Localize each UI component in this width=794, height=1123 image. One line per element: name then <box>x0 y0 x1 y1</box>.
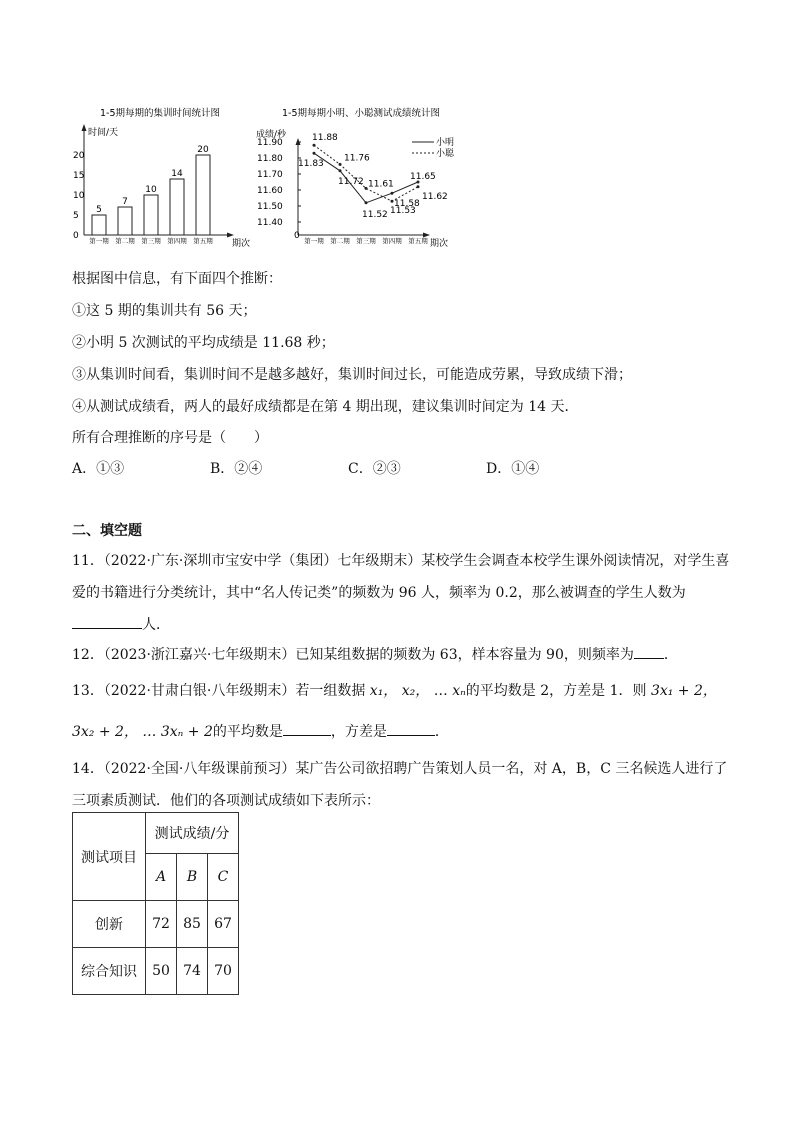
q14-line1: 14．（2022·全国·八年级课前预习）某广告公司欲招聘广告策划人员一名，对 A，B，C 三名候选人进行了 <box>72 761 728 777</box>
bar <box>118 207 132 235</box>
q11-line3 <box>72 614 170 634</box>
col-c: C <box>208 854 239 901</box>
y-tick-label: 15 <box>73 171 85 181</box>
data-point <box>339 163 342 166</box>
header-score: 测试成绩/分 <box>146 813 239 854</box>
q12-text: 12．（2023·浙江嘉兴·七年级期末）已知某组数据的频数为 63，样本容量为 90，则频率为 <box>72 647 634 663</box>
y-tick-label: 0 <box>73 231 79 241</box>
data-point <box>391 192 394 195</box>
line-chart <box>256 107 455 249</box>
y-tick-label: 11.40 <box>257 218 283 228</box>
option-b[interactable]: B．②④ <box>210 461 263 477</box>
table-row <box>73 813 239 854</box>
q13-line1 <box>72 680 717 700</box>
data-point <box>313 152 316 155</box>
line-chart-legend <box>412 136 455 159</box>
data-label: 11.65 <box>410 172 436 182</box>
q12-end: ． <box>663 647 678 663</box>
bar-value-label: 5 <box>96 205 102 215</box>
x-tick-label: 第四期 <box>382 237 402 245</box>
data-label: 11.76 <box>344 153 370 164</box>
q13-text-b: 的平均数是 2，方差是 1．则 <box>465 683 647 699</box>
table-row <box>73 948 239 995</box>
data-point <box>339 169 342 172</box>
q13-variance-blank[interactable] <box>387 721 435 736</box>
option-c[interactable]: C．②③ <box>348 461 401 477</box>
x-tick-label: 第五期 <box>408 237 428 245</box>
data-label: 11.72 <box>338 176 364 187</box>
q13-text-d: ，方差是 <box>330 724 387 740</box>
q11-answer-blank[interactable] <box>72 614 142 629</box>
data-label: 11.52 <box>362 209 388 220</box>
x-tick-label: 第三期 <box>141 237 161 245</box>
q13-x2: x₂， <box>401 683 430 699</box>
data-point <box>417 185 420 188</box>
data-label: 11.62 <box>422 191 448 202</box>
table-cell: 74 <box>177 948 208 995</box>
q13-xn: xₙ <box>452 683 466 699</box>
bar-chart-xlabel: 期次 <box>232 239 251 249</box>
y-tick-label: 5 <box>73 211 79 221</box>
q11-line1: 11．（2022·广东·深圳市宝安中学（集团）七年级期末）某校学生会调查本校学生课外阅读情况，对学生喜 <box>72 553 730 569</box>
y-tick-label: 10 <box>73 191 85 201</box>
line-chart-title: 1-5期每期小明、小聪测试成绩统计图 <box>282 108 441 119</box>
q13-dots: … <box>433 683 448 699</box>
section-title: 二、填空题 <box>72 523 142 539</box>
statement-1: ①这 5 期的集训共有 56 天； <box>72 303 257 319</box>
bar <box>144 195 158 235</box>
data-label: 11.58 <box>394 199 420 210</box>
q13-text-c: 的平均数是 <box>212 724 283 740</box>
bar-chart-title: 1-5期每期的集训时间统计图 <box>100 108 221 119</box>
header-item: 测试项目 <box>73 813 146 901</box>
option-d[interactable]: D．①④ <box>486 461 540 477</box>
table-cell: 70 <box>208 948 239 995</box>
q14-line2: 三项素质测试．他们的各项测试成绩如下表所示： <box>72 793 380 809</box>
question-text: 所有合理推断的序号是（ ） <box>72 430 268 446</box>
bar <box>92 215 106 235</box>
bar-chart <box>73 107 250 249</box>
q13-expr1: 3x₁ + 2， <box>650 683 717 699</box>
y-tick-label: 20 <box>73 151 85 161</box>
data-label: 11.53 <box>390 206 416 217</box>
line-chart-origin: 0 <box>294 231 300 241</box>
x-tick-label: 第二期 <box>115 237 135 245</box>
table-cell: 67 <box>208 901 239 948</box>
q13-expr2: 3x₂ + 2， <box>72 724 138 740</box>
table-row <box>73 901 239 948</box>
q13-x1: x₁， <box>369 683 398 699</box>
statement-3: ③从集训时间看，集训时间不是越多越好，集训时间过长，可能造成劳累，导致成绩下滑； <box>72 367 632 383</box>
bar-value-label: 14 <box>171 169 183 179</box>
data-label: 11.88 <box>312 133 338 144</box>
col-a: A <box>146 854 177 901</box>
scores-table <box>72 812 239 995</box>
x-tick-label: 第三期 <box>356 237 376 245</box>
x-tick-label: 第四期 <box>167 237 187 245</box>
line-chart-xlabel: 期次 <box>430 239 449 249</box>
q13-line2 <box>72 721 449 741</box>
q13-mean-blank[interactable] <box>283 721 331 736</box>
y-tick-label: 11.50 <box>257 202 283 212</box>
charts-area <box>70 100 470 250</box>
option-a[interactable]: A．①③ <box>72 461 125 477</box>
q11-line2: 爱的书籍进行分类统计，其中“名人传记类”的频数为 96 人，频率为 0.2，那么被调查的学生人数为 <box>72 585 686 601</box>
q12-answer-blank[interactable] <box>634 644 664 659</box>
data-point <box>391 200 394 203</box>
q12-line <box>72 644 678 664</box>
bar <box>196 155 210 235</box>
table-cell: 50 <box>146 948 177 995</box>
problem-intro: 根据图中信息，有下面四个推断： <box>72 271 282 287</box>
row-name: 综合知识 <box>73 948 146 995</box>
bar-chart-ylabel: 时间/天 <box>88 128 119 138</box>
bar-value-label: 10 <box>145 185 157 195</box>
bar-value-label: 20 <box>197 145 209 155</box>
legend-xiaoming: 小明 <box>436 138 455 148</box>
table-cell: 85 <box>177 901 208 948</box>
bar-value-label: 7 <box>122 197 128 207</box>
bar <box>170 179 184 235</box>
q13-text-a: 13．（2022·甘肃白银·八年级期末）若一组数据 <box>72 683 366 699</box>
y-tick-label: 11.70 <box>257 170 283 180</box>
col-b: B <box>177 854 208 901</box>
line-chart-ylabel: 成绩/秒 <box>256 130 287 140</box>
x-tick-label: 第五期 <box>193 237 213 245</box>
data-label: 11.61 <box>368 179 394 190</box>
legend-xiaocong: 小聪 <box>436 149 455 159</box>
y-tick-label: 11.80 <box>257 154 283 164</box>
x-tick-label: 第一期 <box>304 237 324 245</box>
row-name: 创新 <box>73 901 146 948</box>
x-tick-label: 第一期 <box>89 237 109 245</box>
table-cell: 72 <box>146 901 177 948</box>
data-point <box>365 201 368 204</box>
statement-4: ④从测试成绩看，两人的最好成绩都是在第 4 期出现，建议集训时间定为 14 天． <box>72 399 579 415</box>
x-tick-label: 第二期 <box>330 237 350 245</box>
y-tick-label: 11.90 <box>257 138 283 148</box>
data-point <box>313 144 316 147</box>
data-label: 11.83 <box>298 159 324 170</box>
q13-end: ． <box>434 724 449 740</box>
statement-2: ②小明 5 次测试的平均成绩是 11.68 秒； <box>72 335 335 351</box>
y-tick-label: 11.60 <box>257 186 283 196</box>
q13-expr3: … 3xₙ + 2 <box>142 724 213 740</box>
q11-line3-end: 人． <box>142 617 170 633</box>
